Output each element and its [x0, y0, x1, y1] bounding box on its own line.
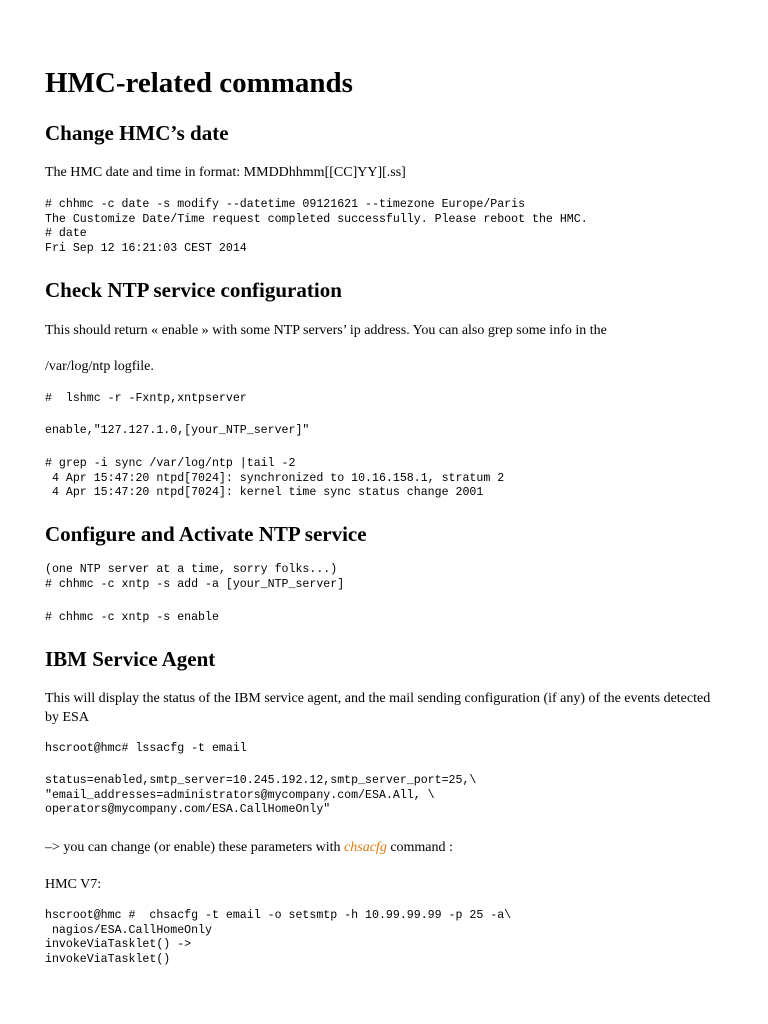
- ntp-check-text-2: /var/log/ntp logfile.: [45, 359, 154, 374]
- section-heading-check-ntp: Check NTP service configuration: [45, 278, 342, 302]
- date-format-text: The HMC date and time in format: MMDDhhmm[[CC]YY][.ss]: [45, 165, 406, 180]
- chsacfg-code: hscroot@hmc # chsacfg -t email -o setsmtp -h 10.99.99.99 -p 25 -a\ nagios/ESA.CallHomeOnly invokeViaTasklet() -> invokeViaTasklet(): [45, 909, 512, 966]
- section-heading-change-date: Change HMC’s date: [45, 121, 229, 145]
- ntp-add-code: (one NTP server at a time, sorry folks...) # chhmc -c xntp -s add -a [your_NTP_server]: [45, 563, 345, 591]
- change-params-prefix: –> you can change (or enable) these parameters with: [45, 840, 345, 855]
- lssacfg-output: status=enabled,smtp_server=10.245.192.12,smtp_server_port=25,\ "email_addresses=administrators@mycompany.com/ESA.All, \ operators@mycompany.com/ESA.CallHomeOnly": [45, 774, 477, 816]
- change-params-suffix: command :: [386, 840, 453, 855]
- service-agent-text: This will display the status of the IBM service agent, and the mail sending configuration (if any) of the events detected by ESA: [45, 691, 711, 725]
- ntp-check-text-1: This should return « enable » with some NTP servers’ ip address. You can also grep some info in the: [45, 323, 607, 338]
- lssacfg-code: hscroot@hmc# lssacfg -t email: [45, 742, 247, 755]
- ntp-grep-code: # grep -i sync /var/log/ntp |tail -2 4 Apr 15:47:20 ntpd[7024]: synchronized to 10.16.158.1, stratum 2 4 Apr 15:47:20 ntpd[7024]: kernel time sync status change 2001: [45, 457, 505, 499]
- ntp-lshmc-code: # lshmc -r -Fxntp,xntpserver: [45, 392, 247, 405]
- ntp-enable-code: # chhmc -c xntp -s enable: [45, 611, 219, 624]
- page-title: HMC-related commands: [45, 67, 353, 99]
- chsacfg-command-link[interactable]: chsacfg: [344, 840, 387, 855]
- section-heading-configure-ntp: Configure and Activate NTP service: [45, 522, 367, 546]
- section-heading-service-agent: IBM Service Agent: [45, 647, 216, 671]
- date-code-block: # chhmc -c date -s modify --datetime 09121621 --timezone Europe/Paris The Customize Date/Time request completed successfully. Please reboot the HMC. # date Fri Sep 12 16:21:03 CEST 2014: [45, 198, 588, 255]
- hmc-v7-label: HMC V7:: [45, 877, 102, 892]
- change-params-text: [45, 838, 725, 857]
- ntp-lshmc-output: enable,"127.127.1.0,[your_NTP_server]": [45, 424, 310, 437]
